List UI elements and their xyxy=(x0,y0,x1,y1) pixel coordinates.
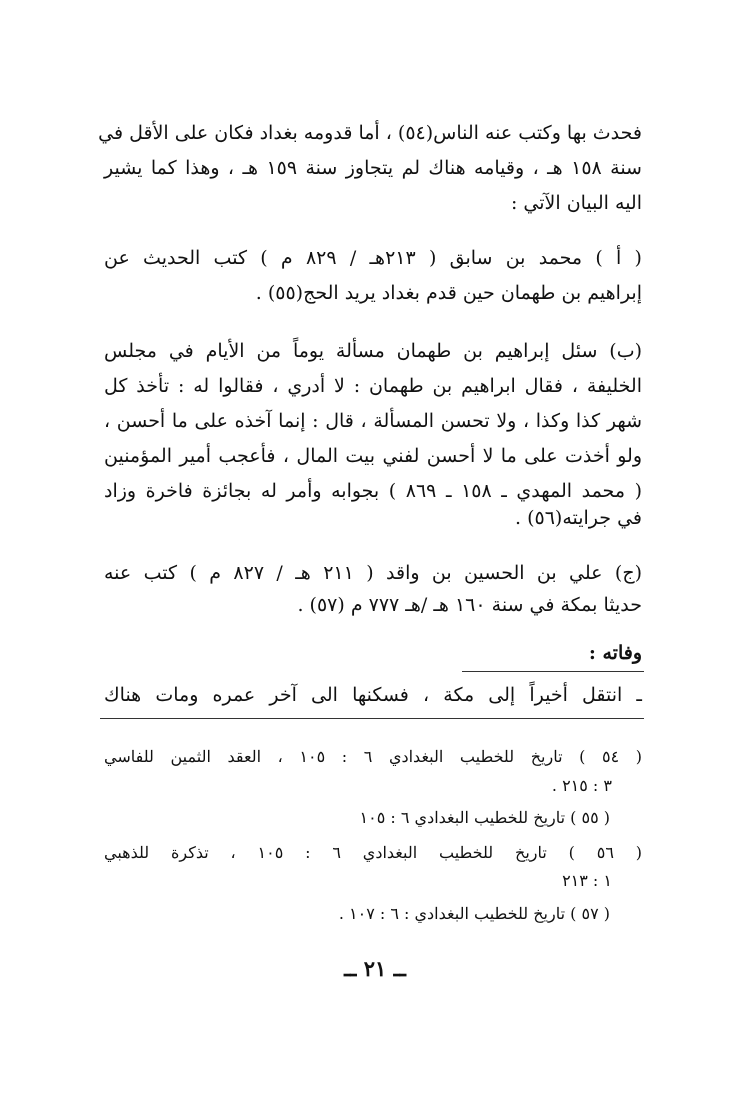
item-b-line: (ب) سئل إبراهيم بن طهمان مسألة يوماً من الأيام في مجلس xyxy=(104,340,642,362)
item-b-line: ( محمد المهدي ـ ١٥٨ ـ ٨٦٩ ) بجوابه وأمر له بجائزة فاخرة وزاد xyxy=(104,480,642,502)
paragraph-line: فحدث بها وكتب عنه الناس(٥٤) ، أما قدومه بغداد فكان على الأقل في xyxy=(98,122,642,144)
footnote-separator xyxy=(100,718,644,719)
death-line: ـ انتقل أخيراً إلى مكة ، فسكنها الى آخر عمره ومات هناك xyxy=(104,684,642,706)
footnote-55: ( ٥٥ ) تاريخ للخطيب البغدادي ٦ : ١٠٥ xyxy=(359,808,610,827)
section-heading: وفاته : xyxy=(588,642,642,664)
footnote-54-cont: ٣ : ٢١٥ . xyxy=(551,776,612,795)
footnote-54: ( ٥٤ ) تاريخ للخطيب البغدادي ٦ : ١٠٥ ، العقد الثمين للفاسي xyxy=(104,747,642,766)
footnote-56-cont: ١ : ٢١٣ xyxy=(562,871,612,890)
item-a-line: إبراهيم بن طهمان حين قدم بغداد يريد الحج(٥٥) . xyxy=(255,282,642,304)
item-b-line: الخليفة ، فقال ابراهيم بن طهمان : لا أدري ، فقالوا له : تأخذ كل xyxy=(104,375,642,397)
item-c-line: حديثا بمكة في سنة ١٦٠ هـ /هـ ٧٧٧ م (٥٧) . xyxy=(297,594,642,616)
footnote-57: ( ٥٧ ) تاريخ للخطيب البغدادي : ٦ : ١٠٧ . xyxy=(338,904,610,923)
item-b-line: شهر كذا وكذا ، ولا تحسن المسألة ، قال : إنما آخذه على ما أحسن ، xyxy=(104,410,642,432)
page-number: ــ ٢١ ــ xyxy=(344,956,406,981)
item-c-line: (ج) علي بن الحسين بن واقد ( ٢١١ هـ / ٨٢٧ م ) كتب عنه xyxy=(104,562,642,584)
paragraph-line: سنة ١٥٨ هـ ، وقيامه هناك لم يتجاوز سنة ١٥٩ هـ ، وهذا كما يشير xyxy=(104,157,642,179)
item-a-line: ( أ ) محمد بن سابق ( ٢١٣هـ / ٨٢٩ م ) كتب الحديث عن xyxy=(104,247,642,269)
paragraph-line: اليه البيان الآتي : xyxy=(510,192,642,214)
footnote-56: ( ٥٦ ) تاريخ للخطيب البغدادي ٦ : ١٠٥ ، تذكرة للذهبي xyxy=(104,843,643,862)
item-b-line: ولو أخذت على ما لا أحسن لفني بيت المال ، فأعجب أمير المؤمنين xyxy=(104,445,642,467)
item-b-line: في جرايته(٥٦) . xyxy=(514,507,642,529)
heading-underline xyxy=(462,671,644,672)
